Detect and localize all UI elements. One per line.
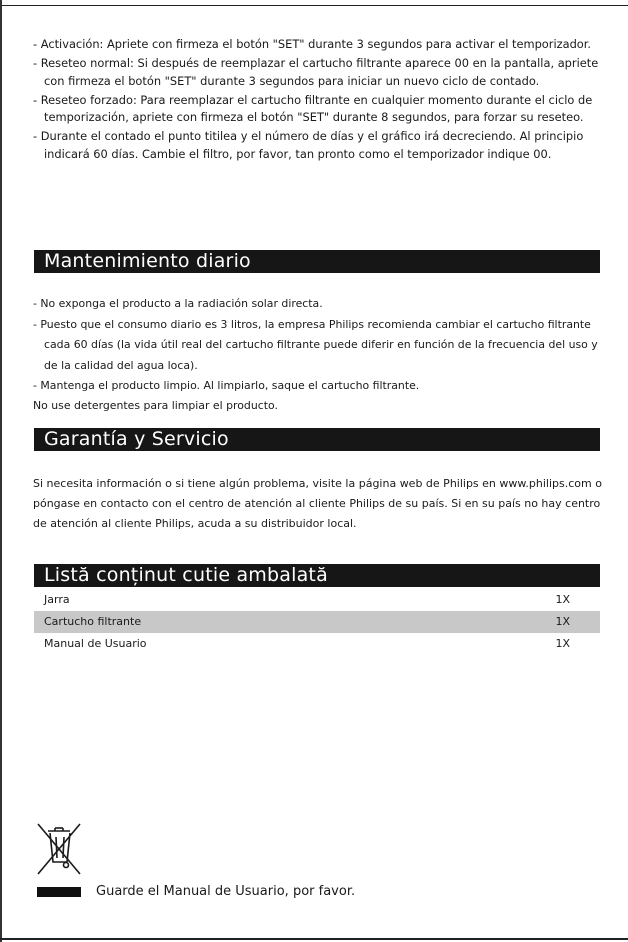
timer-instructions bbox=[33, 36, 603, 165]
left-border bbox=[0, 0, 2, 942]
warranty-heading: Garantía y Servicio bbox=[34, 428, 600, 451]
disposal-bar bbox=[37, 887, 81, 897]
instruction-activation: - Activación: Apriete con firmeza el botón "SET" durante 3 segundos para activar el temporizador. bbox=[33, 37, 592, 51]
top-border bbox=[0, 0, 628, 6]
crossed-out-wheelie-bin-icon bbox=[34, 822, 84, 878]
bottom-border bbox=[0, 938, 628, 940]
package-item-qty: 1X bbox=[555, 615, 570, 628]
maintenance-heading: Mantenimiento diario bbox=[34, 250, 600, 273]
package-heading: Listă conținut cutie ambalată bbox=[34, 564, 600, 587]
package-item-name: Cartucho filtrante bbox=[44, 615, 142, 628]
package-item-name: Manual de Usuario bbox=[44, 637, 147, 650]
instruction-normal-reset: - Reseteo normal: Si después de reemplazar el cartucho filtrante aparece 00 en la pantalla, apriete con firmeza el botón "SET" durante 3 segundos para iniciar un nuevo ciclo de contado. bbox=[33, 56, 599, 88]
package-item-qty: 1X bbox=[555, 593, 570, 606]
maintenance-item: - Puesto que el consumo diario es 3 litros, la empresa Philips recomienda cambiar el cartucho filtrante cada 60 días (la vida útil real del cartucho filtrante puede diferir en función de la frecuencia del uso y de la calidad del agua loca). bbox=[33, 317, 598, 372]
package-item-name: Jarra bbox=[44, 593, 70, 606]
package-row bbox=[34, 611, 600, 633]
maintenance-list bbox=[33, 294, 605, 397]
package-row bbox=[34, 589, 600, 611]
package-row bbox=[34, 633, 600, 655]
package-item-qty: 1X bbox=[555, 637, 570, 650]
maintenance-item: - Mantenga el producto limpio. Al limpiarlo, saque el cartucho filtrante. bbox=[33, 379, 420, 393]
maintenance-item: - No exponga el producto a la radiación solar directa. bbox=[33, 297, 323, 310]
instruction-forced-reset: - Reseteo forzado: Para reemplazar el cartucho filtrante en cualquier momento durante el ciclo de temporización, apriete con firmeza el botón "SET" durante 8 segundos, para forzar su reseteo. bbox=[33, 92, 593, 125]
instruction-countdown: - Durante el contado el punto titilea y el número de días y el gráfico irá decreciendo. Al principio indicará 60 días. Cambie el filtro, por favor, tan pronto como el temporizador indique 00. bbox=[33, 129, 584, 162]
footer-note: Guarde el Manual de Usuario, por favor. bbox=[96, 884, 356, 899]
warranty-text: Si necesita información o si tiene algún problema, visite la página web de Philips en www.philips.com o póngase en contacto con el centro de atención al cliente Philips de su país. Si en su país no hay centro de atención al cliente Philips, acuda a su distribuidor local. bbox=[33, 477, 602, 530]
maintenance-note: No use detergentes para limpiar el producto. bbox=[33, 399, 278, 412]
